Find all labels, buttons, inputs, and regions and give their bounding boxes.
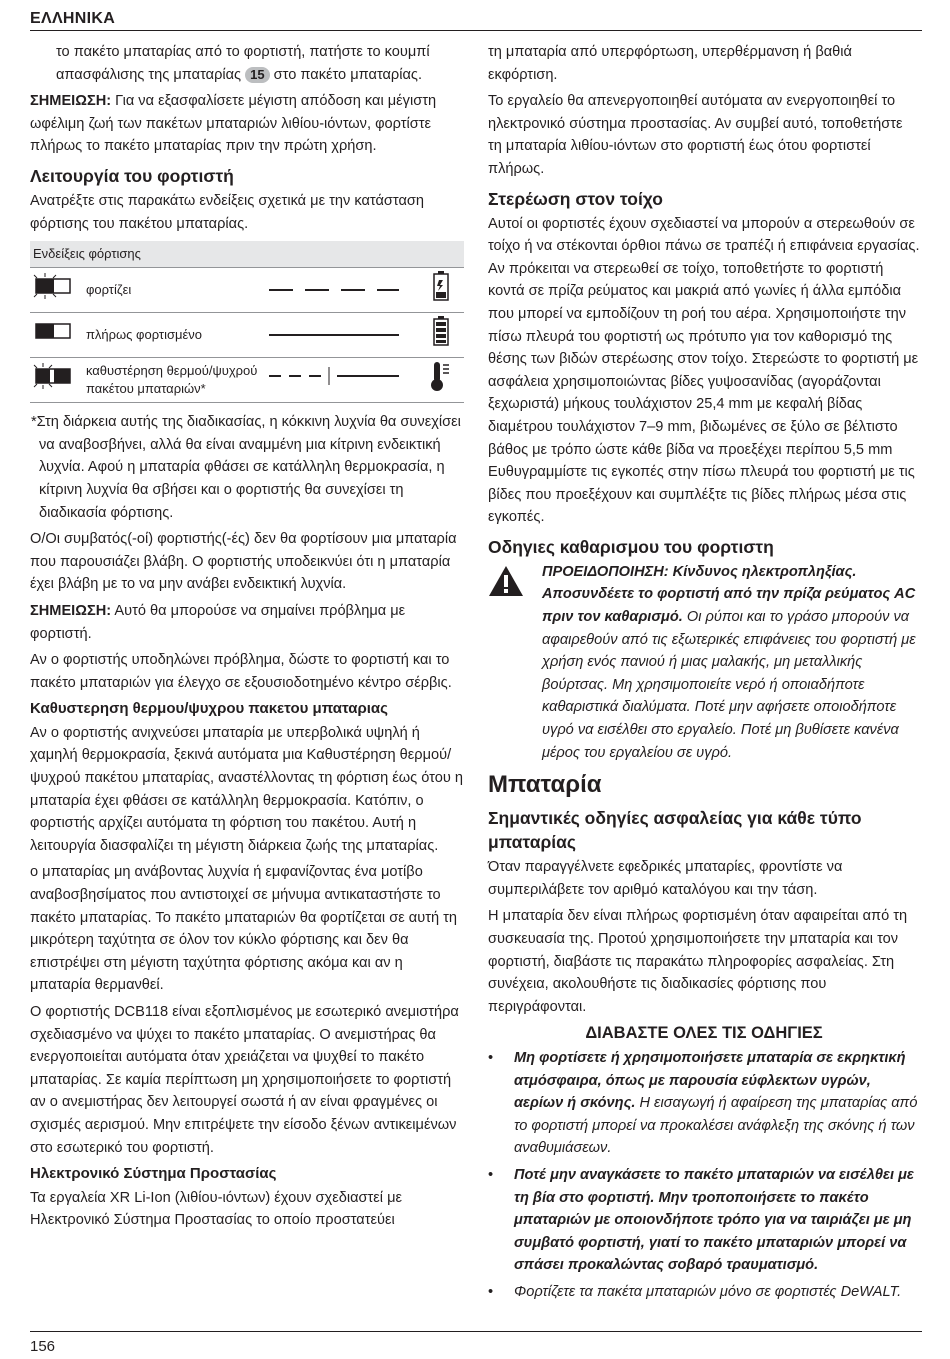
blink-pattern-dashes [266, 268, 418, 313]
thermometer-icon [418, 358, 464, 403]
paragraph-fan: Ο φορτιστής DCB118 είναι εξοπλισμένος με εσωτερικό ανεμιστήρα σχεδιασμένο να ψύχει το πακέτο μπαταρίας. Ο ανεμιστήρας θα ενεργοποιείται αυτόματα όταν χρειάζεται να ψυχθεί το πακέτο μπαταρίας. Σε καμία περίπτωση μη χρησιμοποιήσετε το φορτιστή αν ο ανεμιστήρας δεν λειτουργεί σωστά ή αν είναι φραγμένες οι σχισμές αερισμού. Μην επιτρέψετε την είσοδο ξένων αντικειμένων στο εσωτερικό του φορτιστή. [30, 1004, 459, 1156]
list-item-text: Φορτίζετε τα πακέτα μπαταριών μόνο σε φορτιστές DeWALT. [514, 1283, 902, 1300]
language-header: ΕΛΛΗΝΙΚΑ [30, 10, 116, 27]
heading-protection-system: Ηλεκτρονικό Σύστημα Προστασίας [30, 1165, 277, 1183]
right-column [488, 41, 920, 1308]
header-rule [30, 30, 922, 31]
paragraph-operation: Ανατρέξτε στις παρακάτω ενδείξεις σχετικά με την κατάσταση φόρτισης του πακέτου μπαταρίας. [30, 192, 425, 232]
list-item [488, 1281, 920, 1304]
warning-triangle-icon [488, 561, 528, 764]
heading-charger-operation: Λειτουργία του φορτιστή [30, 165, 234, 186]
paragraph-protection-cont: τη μπαταρία από υπερφόρτωση, υπερθέρμανση ή βαθιά εκφόρτιση. [488, 44, 852, 83]
paragraph-protection: Τα εργαλεία XR Li-Ion (λιθίου-ιόντων) έχουν σχεδιαστεί με Ηλεκτρονικό Σύστημα Προστασίας το οποίο προστατεύει [30, 1189, 402, 1229]
charger-led-solid-icon [30, 313, 85, 358]
paragraph-delay-2: ο μπαταρίας μη ανάβοντας λυχνία ή εμφανίζοντας ένα μοτίβο αναβοσβησίματος που αντιστοιχεί σε μήνυμα αντικαταστήστε το πακέτο μπαταρίας. Το πακέτο μπαταριών θα φορτίζεται σε αυτή τη μικρότερη ταχύτητα σε όλον τον κύκλο φόρτισης και δεν θα επιστρέψει στη μέγιστη ταχύτητα φόρτισης ακόμα και αν η μπαταρία θερμανθεί. [30, 864, 458, 994]
note-label: ΣΗΜΕΙΩΣΗ: [30, 93, 112, 110]
note-label: ΣΗΜΕΙΩΣΗ: [30, 602, 112, 619]
table-header: Ενδείξεις φόρτισης [30, 241, 464, 268]
warning-block [488, 561, 920, 764]
table-row [30, 268, 464, 313]
callout-badge: 15 [245, 67, 269, 83]
warning-body: Οι ρύποι και το γράσο μπορούν να αφαιρεθούν από τις εξωτερικές επιφάνειες του φορτιστή με χρήση ενός πανιού ή μιας μαλακής, μη μεταλλικής βούρτσας. Μη χρησιμοποιείτε νερό ή οποιαδήποτε καθαριστικά διαλύματα. Ποτέ μην αφήσετε οποιοδήποτε υγρό να εισέλθει στο εργαλείο. Ποτέ μη βυθίσετε κανένα μέρος του εργαλείου σε υγρό. [542, 609, 916, 761]
charge-indicators-table [30, 241, 464, 403]
left-column [30, 41, 464, 1236]
blink-pattern-solid [266, 313, 418, 358]
paragraph-not-fully-charged: Η μπαταρία δεν είναι πλήρως φορτισμένη όταν αφαιρείται από τη συσκευασία της. Προτού χρησιμοποιήσετε την μπαταρία και τον φορτιστή, διαβάστε τις παρακάτω πληροφορίες ασφαλείας. Στη συνέχεια, ακολουθήστε τις διαδικασίες φόρτισης που περιγράφονται. [488, 908, 908, 1015]
note-charger-problem [30, 600, 464, 645]
paragraph-wall-mounting: Αυτοί οι φορτιστές έχουν σχεδιαστεί να μπορούν α στερεωθούν σε τοίχο ή να στέκονται όρθιοι πάνω σε τραπέζι ή επιφάνεια εργασίας. Αν πρόκειται να στερεωθεί σε τοίχο, τοποθετήστε το φορτιστή κοντά σε πρίζα ρεύματος και μακριά από γωνίες ή άλλα εμπόδια που μπορεί να εμποδίζουν τη ροή του αέρα. Χρησιμοποιήστε την πίσω πλευρά του φορτιστή ως πρότυπο για τον καθορισμό της θέσης των βιδών στερέωσης στον τοίχο. Στερεώστε το φορτιστή με ασφάλεια χρησιμοποιώντας βίδες γυψοσανίδας (αγοράζονται ξεχωριστά) μήκους τουλάχιστον 25,4 mm με κεφαλή βίδας διαμέτρου τουλάχιστον 7–9 mm, βιδωμένες σε ξύλο σε βέλτιστο βάθος με τρόπο ώστε κάθε βίδα να προεξέχει περίπου 5,5 mm Ευθυγραμμίστε τις εγκοπές στην πίσω πλευρά του φορτιστή με τις βίδες που προεξέχουν και συμπλέξτε τις βίδες πλήρως μέσα στις εγκοπές. [488, 215, 920, 526]
blink-pattern-dash-solid [266, 358, 418, 403]
list-item-bold: Μη φορτίσετε ή χρησιμοποιήσετε μπαταρία σε εκρηκτική ατμόσφαιρα, όπως με παρουσία εύφλεκτων υγρών, αερίων ή σκόνης. [514, 1049, 906, 1112]
paragraph-faulty-battery: Ο/Οι συμβατός(-οί) φορτιστής(-ές) δεν θα φορτίσουν μια μπαταρία που παρουσιάζει βλάβη. Ο φορτιστής υποδεικνύει ότι η μπαταρία έχει βλάβη με το να μην ανάβει ενδεικτική λυχνία. [30, 531, 457, 593]
heading-safety-instructions: Σημαντικές οδηγίες ασφαλείας για κάθε τύπο μπαταρίας [488, 808, 862, 853]
list-item-bold: Ποτέ μην αναγκάσετε το πακέτο μπαταριών να εισέλθει με τη βία στο φορτιστή. Μην τροποποιήσετε το πακέτο μπαταριών με οποιονδήποτε τρόπο για να ταιριάζει με μη συμβατό φορτιστή, γιατί το πακέτο μπαταριών μπορεί να σπάσει προκαλώντας σοβαρό τραυματισμό. [514, 1166, 914, 1274]
page-number: 156 [30, 1338, 56, 1355]
heading-read-all: ΔΙΑΒΑΣΤΕ ΟΛΕΣ ΤΙΣ ΟΔΗΓΙΕΣ [585, 1024, 823, 1043]
paragraph-ordering: Όταν παραγγέλνετε εφεδρικές μπαταρίες, φροντίστε να συμπεριλάβετε τον αριθμό καταλόγου και την τάση. [488, 859, 843, 898]
indicator-label: φορτίζει [85, 268, 266, 313]
list-item [488, 1164, 920, 1277]
note-first-use [30, 90, 464, 158]
heading-hot-cold-delay: Καθυστερηση θερμου/ψυχρου πακετου μπαταριας [30, 700, 388, 718]
footer-rule [30, 1331, 922, 1332]
indicator-label: πλήρως φορτισμένο [85, 313, 266, 358]
paragraph-delay-1: Αν ο φορτιστής ανιχνεύσει μπαταρία με υπερβολικά υψηλή ή χαμηλή θερμοκρασία, ξεκινά αυτόματα μια Καθυστέρηση θερμού/ψυχρού πακέτου μπαταρίας, αναστέλλοντας τη φόρτιση έως ότου η μπαταρία έχει φθάσει σε κατάλληλη θερμοκρασία. Κατόπιν, ο φορτιστής αρχίζει αυτόματα τη φόρτιση του πακέτου. Αυτή η λειτουργία διασφαλίζει τη μέγιστη διάρκεια ζωής της μπαταρίας. [30, 724, 463, 854]
warning-bold: ΠΡΟΕΙΔΟΠΟΙΗΣΗ: Κίνδυνος ηλεκτροπληξίας. Αποσυνδέετε το φορτιστή από την πρίζα ρεύματος AC πριν τον καθαρισμό. [542, 563, 916, 626]
note-text: Για να εξασφαλίσετε μέγιστη απόδοση και μέγιστη ωφέλιμη ζωή των πακέτων μπαταριών λιθίου-ιόντων, φορτίστε πλήρως το πακέτο μπαταρίας πριν την πρώτη χρήση. [30, 93, 437, 155]
note-star: *Στη διάρκεια αυτής της διαδικασίας, η κόκκινη λυχνία θα συνεχίσει να αναβοσβήνει, αλλά θα είναι αναμμένη μια κίτρινη ενδεικτική λυχνία. Αφού η μπαταρία φθάσει σε κατάλληλη θερμοκρασία, η κίτρινη λυχνία θα σβήσει και ο φορτιστής θα συνεχίσει τη διαδικασία φόρτισης. [31, 414, 461, 521]
table-row [30, 358, 464, 403]
warning-text [528, 561, 920, 764]
indicator-label: καθυστέρηση θερμού/ψυχρού πακέτου μπαταριών* [85, 358, 266, 403]
note-text: Αυτό θα μπορούσε να σημαίνει πρόβλημα με φορτιστή. [30, 602, 406, 642]
paragraph-remove-battery [30, 41, 464, 86]
heading-cleaning: Οδηγιες καθαρισμου του φορτιστη [488, 536, 774, 557]
list-item-text: Η εισαγωγή ή αφαίρεση της μπαταρίας από το φορτιστή μπορεί να προκαλέσει ανάφλεξη της σκόνης ή των αναθυμιάσεων. [514, 1095, 918, 1157]
charger-led-two-lights-icon [30, 358, 85, 403]
heading-wall-mounting: Στερέωση στον τοίχο [488, 188, 663, 209]
table-row [30, 313, 464, 358]
list-item [488, 1047, 920, 1160]
battery-full-icon [418, 313, 464, 358]
charger-led-blinking-icon [30, 268, 85, 313]
text: το πακέτο μπαταρίας από το φορτιστή, πατήστε το κουμπί απασφάλισης της μπαταρίας [56, 44, 430, 83]
battery-charging-icon [418, 268, 464, 313]
text: στο πακέτο μπαταρίας. [269, 66, 423, 83]
heading-battery: Μπαταρία [488, 771, 602, 799]
safety-list [488, 1047, 920, 1304]
paragraph-protection-2: Το εργαλείο θα απενεργοποιηθεί αυτόματα αν ενεργοποιηθεί το ηλεκτρονικό σύστημα προστασίας. Αν συμβεί αυτό, τοποθετήστε τη μπαταρία λιθίου-ιόντων στο φορτιστή έως ότου φορτιστεί πλήρως. [488, 93, 903, 177]
paragraph-service: Αν ο φορτιστής υποδηλώνει πρόβλημα, δώστε το φορτιστή και το πακέτο μπαταριών για έλεγχο σε εξουσιοδοτημένο κέντρο σέρβις. [30, 652, 452, 691]
